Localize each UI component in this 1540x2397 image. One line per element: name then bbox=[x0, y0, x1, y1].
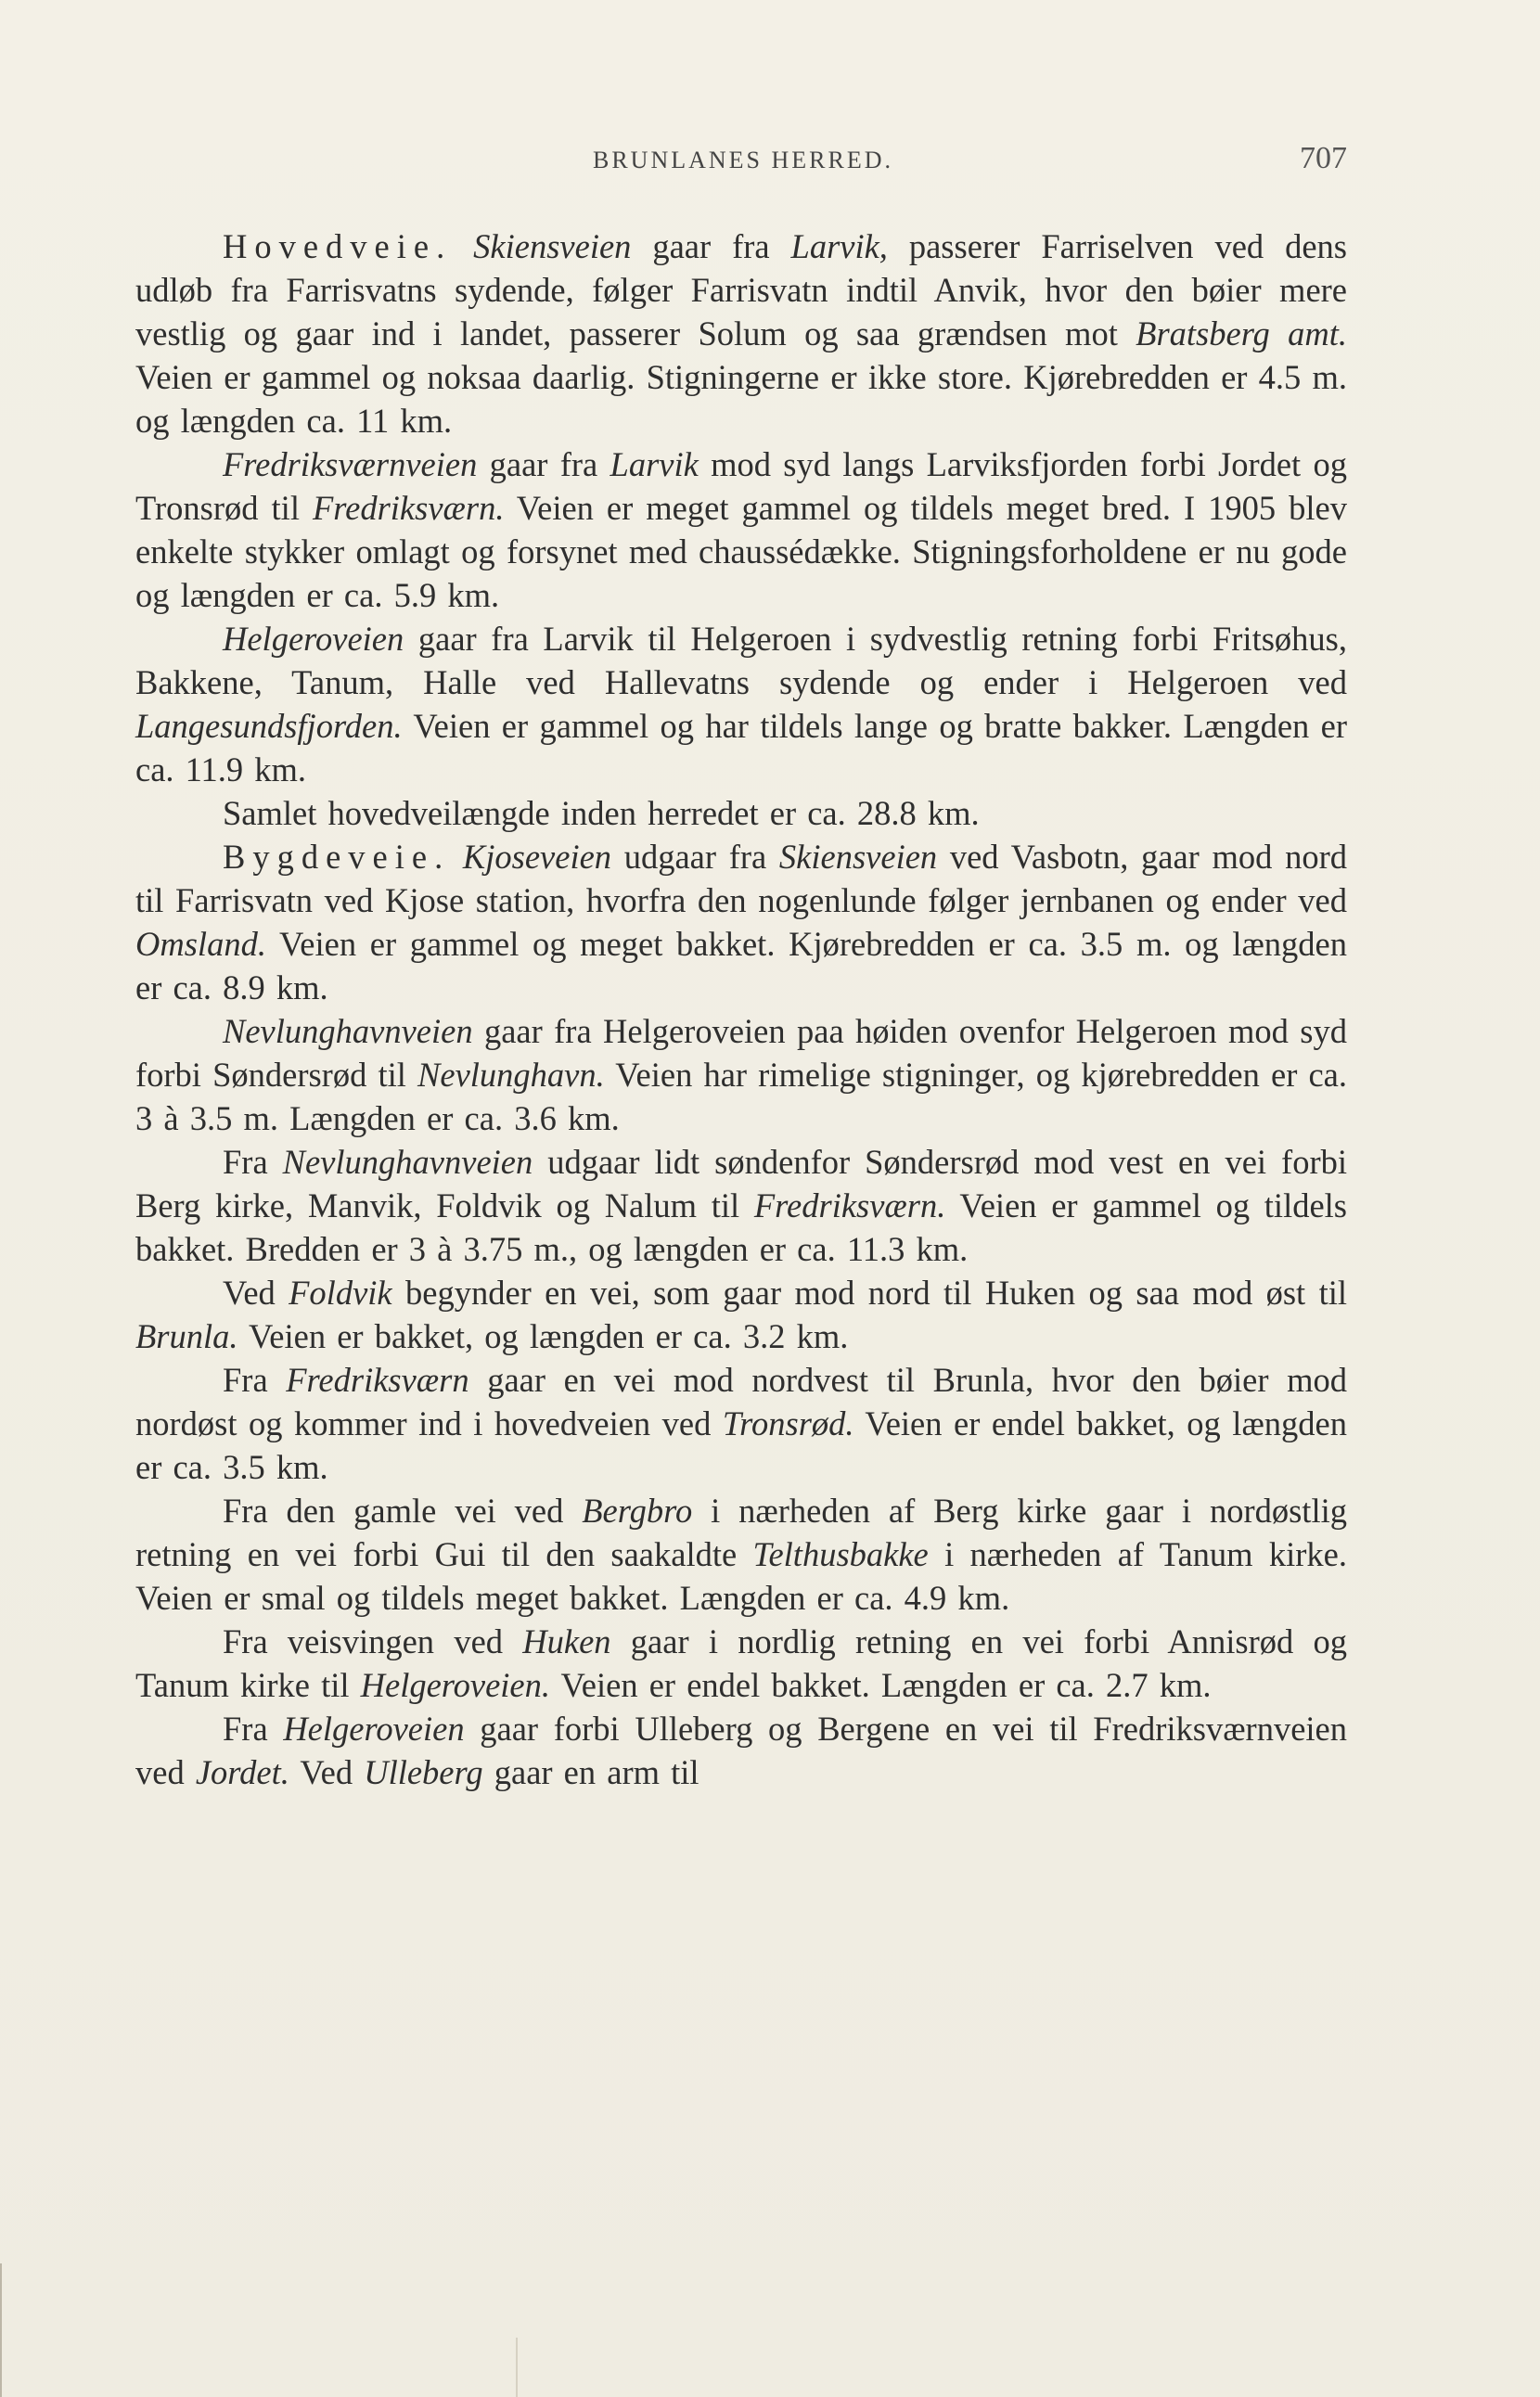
text-run: Fra veisvingen ved bbox=[223, 1622, 523, 1660]
section-heading: Hovedveie. bbox=[223, 227, 453, 265]
italic-name: Nevlunghavnveien bbox=[223, 1012, 473, 1050]
paragraph-p11 bbox=[135, 1620, 1347, 1707]
text-run: gaar fra bbox=[477, 445, 610, 483]
text-run: udgaar lidt søndenfor Søndersrød mod vest en vei forbi Berg kirke, Manvik, Foldvik og Nalum til bbox=[135, 1143, 1348, 1224]
text-run: passerer Farriselven ved dens udløb fra Farrisvatns sydende, følger Farrisvatn indtil Anvik, hvor den bøier mere vestlig og gaar ind i landet, passerer Solum og saa grændsen mot bbox=[135, 227, 1348, 352]
italic-name: Helgeroveien. bbox=[360, 1666, 551, 1704]
text-run: i nærheden af Tanum kirke. Veien er smal og tildels meget bakket. Længden er ca. 4.9 km. bbox=[135, 1535, 1348, 1617]
text-run: Veien er endel bakket. Længden er ca. 2.7 km. bbox=[550, 1666, 1212, 1704]
text-run: i nærheden af Berg kirke gaar i nordøstlig retning en vei forbi Gui til den saakaldte bbox=[135, 1492, 1347, 1573]
paragraph-p7 bbox=[135, 1140, 1347, 1271]
text-run: Veien er bakket, og længden er ca. 3.2 km. bbox=[237, 1317, 849, 1355]
text-run: gaar en arm til bbox=[482, 1753, 699, 1791]
text-run: gaar fra bbox=[631, 227, 791, 265]
paragraph-p3 bbox=[135, 617, 1347, 791]
paragraph-p1 bbox=[135, 224, 1347, 442]
text-run: begynder en vei, som gaar mod nord til Huken og saa mod øst til bbox=[391, 1274, 1347, 1312]
italic-name: Tronsrød. bbox=[722, 1404, 854, 1442]
text-run: Veien er meget gammel og tildels meget bred. I 1905 blev enkelte stykker omlagt og forsynet med chaussédække. Stigningsforholdene er nu gode og længden er ca. 5.9 km. bbox=[135, 489, 1347, 614]
text-run: udgaar fra bbox=[611, 838, 779, 876]
page-number: 707 bbox=[1300, 141, 1347, 175]
text-run: Ved bbox=[223, 1274, 289, 1312]
italic-name: Kjoseveien bbox=[462, 838, 612, 876]
italic-name: Fredriksværn. bbox=[312, 489, 505, 527]
italic-name: Helgeroveien bbox=[223, 620, 404, 658]
text-run: gaar forbi Ulleberg og Bergene en vei til Fredriksværnveien ved bbox=[135, 1710, 1347, 1791]
text-run: Fra bbox=[223, 1710, 284, 1748]
text-run: Ved bbox=[289, 1753, 365, 1791]
text-run: gaar en vei mod nordvest til Brunla, hvor den bøier mod nordøst og kommer ind i hovedveien ved bbox=[135, 1361, 1348, 1442]
italic-name: Langesundsfjorden. bbox=[135, 707, 403, 745]
italic-name: Foldvik bbox=[289, 1274, 392, 1312]
italic-name: Fredriksværn bbox=[286, 1361, 469, 1399]
italic-name: Ulleberg bbox=[364, 1753, 483, 1791]
text-run: Veien er gammel og noksaa daarlig. Stigningerne er ikke store. Kjørebredden er 4.5 m. og længden ca. 11 km. bbox=[135, 358, 1347, 440]
paragraph-p9 bbox=[135, 1358, 1347, 1489]
text-run: gaar fra Larvik til Helgeroen i sydvestlig retning forbi Fritsøhus, Bakkene, Tanum, Halle ved Hallevatns sydende og ender i Helgeroen ved bbox=[135, 620, 1347, 701]
italic-name: Skiensveien bbox=[473, 227, 632, 265]
paragraph-p8 bbox=[135, 1271, 1347, 1358]
text-run: Samlet hovedveilængde inden herredet er ca. 28.8 km. bbox=[223, 794, 980, 832]
page-header bbox=[139, 141, 1347, 184]
italic-name: Skiensveien bbox=[778, 838, 938, 876]
italic-name: Nevlunghavnveien bbox=[282, 1143, 533, 1181]
italic-name: Bergbro bbox=[582, 1492, 693, 1530]
text-run: ved Vasbotn, gaar mod nord til Farrisvatn ved Kjose station, hvorfra den nogenlunde følger jernbanen og ender ved bbox=[135, 838, 1347, 919]
italic-name: Bratsberg amt. bbox=[1136, 314, 1347, 352]
text-run bbox=[452, 227, 473, 265]
text-run: Veien er gammel og meget bakket. Kjørebredden er ca. 3.5 m. og længden er ca. 8.9 km. bbox=[135, 925, 1347, 1006]
text-run: Veien er gammel og har tildels lange og bratte bakker. Længden er ca. 11.9 km. bbox=[135, 707, 1347, 788]
italic-name: Nevlunghavn. bbox=[417, 1056, 605, 1094]
italic-name: Fredriksværn. bbox=[753, 1186, 946, 1224]
text-run: Fra den gamle vei ved bbox=[223, 1492, 583, 1530]
italic-name: Telthusbakke bbox=[752, 1535, 929, 1573]
text-run: Veien er endel bakket, og længden er ca. 3.5 km. bbox=[135, 1404, 1347, 1486]
italic-name: Jordet. bbox=[195, 1753, 289, 1791]
italic-name: Fredriksværnveien bbox=[223, 445, 478, 483]
scan-fold-mark bbox=[516, 2338, 518, 2397]
scan-edge-mark bbox=[0, 2263, 2, 2397]
paragraph-p4 bbox=[135, 791, 1347, 835]
italic-name: Larvik, bbox=[790, 227, 888, 265]
italic-name: Huken bbox=[522, 1622, 611, 1660]
paragraph-p12 bbox=[135, 1707, 1347, 1794]
body-text bbox=[135, 224, 1347, 1794]
text-run: Fra bbox=[223, 1143, 283, 1181]
paragraph-p2 bbox=[135, 442, 1347, 617]
text-run: Veien har rimelige stigninger, og kjørebredden er ca. 3 à 3.5 m. Længden er ca. 3.6 km. bbox=[135, 1056, 1348, 1137]
text-run: Veien er gammel og tildels bakket. Bredden er 3 à 3.75 m., og længden er ca. 11.3 km. bbox=[135, 1186, 1348, 1268]
text-run: Fra bbox=[223, 1361, 287, 1399]
italic-name: Omsland. bbox=[135, 925, 266, 963]
text-run: mod syd langs Larviksfjorden forbi Jordet og Tronsrød til bbox=[135, 445, 1347, 527]
section-heading: Bygdeveie. bbox=[223, 838, 451, 876]
text-run: gaar fra Helgeroveien paa høiden ovenfor Helgeroen mod syd forbi Søndersrød til bbox=[135, 1012, 1347, 1094]
running-head: BRUNLANES HERRED. bbox=[592, 147, 893, 173]
paragraph-p6 bbox=[135, 1009, 1347, 1140]
paragraph-p5 bbox=[135, 835, 1347, 1009]
italic-name: Helgeroveien bbox=[283, 1710, 465, 1748]
text-run bbox=[450, 838, 463, 876]
text-run: gaar i nordlig retning en vei forbi Annisrød og Tanum kirke til bbox=[135, 1622, 1347, 1704]
italic-name: Brunla. bbox=[135, 1317, 238, 1355]
paragraph-p10 bbox=[135, 1489, 1347, 1620]
italic-name: Larvik bbox=[610, 445, 699, 483]
